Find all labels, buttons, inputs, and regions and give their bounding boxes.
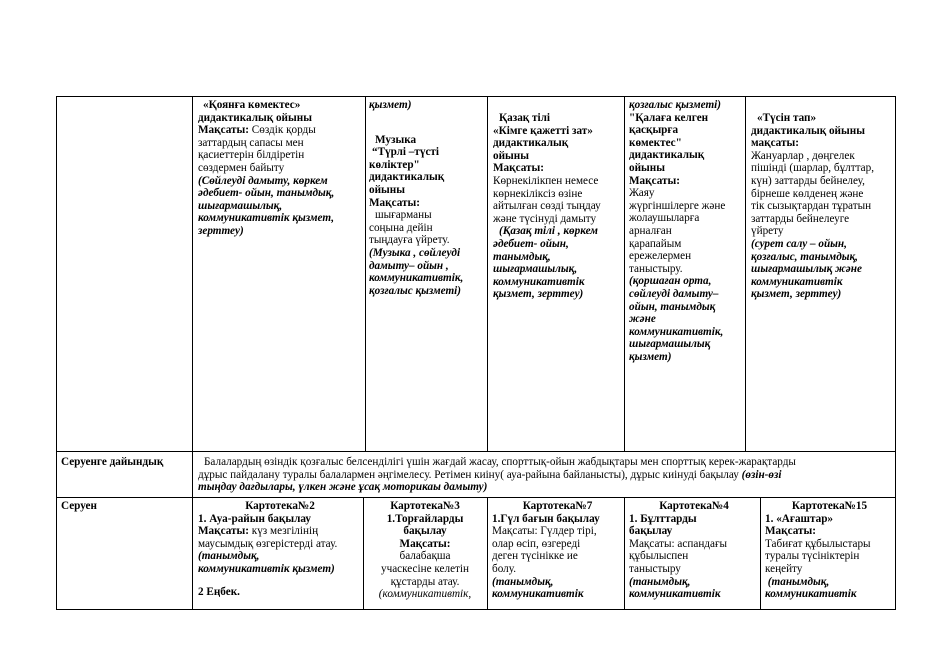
column-divider <box>487 96 488 452</box>
column-divider <box>745 96 746 452</box>
walk-cell-5 <box>765 500 894 601</box>
goal-text: туралы түсініктерін <box>765 550 860 563</box>
goal-text: құстарды атау. <box>390 575 460 588</box>
row-label-walk: Серуен <box>61 500 97 512</box>
goal-text: Жаяу <box>629 187 655 200</box>
column-divider <box>760 497 761 610</box>
subject-label: Музыка <box>375 133 417 146</box>
game-cell-3 <box>493 112 623 301</box>
table-border-left <box>56 96 57 610</box>
goal-text: болу. <box>492 562 516 575</box>
areas-text: (коммуникативтік, <box>378 588 472 601</box>
walk-title: бақылау <box>629 525 673 538</box>
walk-title: 1. «Ағаштар» <box>765 512 834 525</box>
goal-text: бірнеше көлденең және <box>751 187 864 200</box>
areas-text: шығармашылық, <box>493 263 578 276</box>
goal-text: қарапайым <box>629 237 682 250</box>
areas-text: (танымдық, <box>629 575 691 588</box>
areas-text: коммуникативтік қызмет) <box>198 562 335 575</box>
walk-title: бақылау <box>403 525 447 538</box>
areas-text: коммуникативтік <box>629 588 721 601</box>
goal-text: тыңдауға үйрету. <box>369 234 450 247</box>
game-title: «Қоянға көмектес» <box>203 99 301 111</box>
goal-label: Мақсаты: <box>198 124 249 137</box>
goal-label: Мақсаты: <box>629 174 680 187</box>
goal-text: арналған <box>629 224 672 237</box>
card-number: Картотека№2 <box>245 500 315 512</box>
table-border-top <box>56 96 896 97</box>
areas-text: қызмет) <box>629 350 672 363</box>
areas-text: дамыту– ойын , <box>369 259 449 272</box>
goal-text: заттардың сапасы мен <box>198 136 304 149</box>
walk-title: 1.Гүл бағын бақылау <box>492 512 600 525</box>
goal-text: пішінді (шарлар, бұлттар, <box>751 162 875 175</box>
areas-text: қызмет, зерттеу) <box>493 288 584 301</box>
areas-text: коммуникативтік <box>751 275 843 288</box>
goal-text: Көрнекілікпен немесе <box>493 174 599 187</box>
areas-text: коммуникативтік <box>493 275 585 288</box>
goal-text: таныстыру. <box>629 262 683 275</box>
areas-text: (Музыка , сөйлеуді <box>369 246 461 259</box>
row-label-walk-prep: Серуенге дайындық <box>61 456 164 468</box>
goal-text: Табиғат құбылыстары <box>765 537 871 550</box>
goal-text: Жануарлар , дөңгелек <box>751 149 855 162</box>
walk-title: 1. Ауа-райын бақылау <box>198 512 311 525</box>
goal-text: айтылған сөзді тыңдау <box>493 200 601 213</box>
areas-text: танымдық, <box>493 250 551 263</box>
table-border-bottom <box>56 609 896 610</box>
goal-text: тік сызықтардан тұратын <box>751 200 872 213</box>
game-type: дидактикалық ойыны <box>751 124 865 137</box>
goal-label: Мақсаты: <box>198 525 249 538</box>
continued-text: қызмет) <box>369 99 412 111</box>
card-number: Картотека№3 <box>390 500 460 512</box>
goal-text: шығарманы <box>375 209 432 222</box>
column-divider <box>624 497 625 610</box>
continued-text: қозғалыс қызметі) <box>629 99 722 111</box>
game-cell-2 <box>369 99 485 297</box>
areas-text: сөйлеуді дамыту– <box>629 287 719 300</box>
areas-text: әдебиет- ойын, <box>493 237 569 250</box>
goal-text: жүргіншілерге және <box>629 199 726 212</box>
goal-text: және түсінуді дамыту <box>493 212 597 225</box>
goal-text: көрнекіліксіз өзіне <box>493 187 583 200</box>
game-title: көліктер" <box>369 158 420 171</box>
walk-prep-areas: (өзін-өзі <box>741 468 782 481</box>
walk-cell-1 <box>198 500 362 598</box>
game-title: "Қалаға келген <box>629 111 709 124</box>
walk-cell-2 <box>365 500 485 601</box>
walk-prep-areas: тыңдау дағдылары, үлкен және ұсақ моторикаы дамыту) <box>198 481 488 494</box>
goal-text: жолаушыларға <box>629 212 700 225</box>
subject-label: Қазақ тілі <box>499 112 551 124</box>
areas-text: қозғалыс, танымдық, <box>751 250 858 263</box>
table-border-right <box>895 96 896 610</box>
column-divider <box>624 96 625 452</box>
goal-label: мақсаты: <box>751 137 799 150</box>
areas-text: коммуникативтік, <box>369 272 464 285</box>
game-type: дидактикалық <box>493 137 569 150</box>
column-divider <box>365 96 366 452</box>
areas-text: (танымдық, <box>765 575 830 588</box>
areas-text: (Қазақ тілі , көркем <box>499 225 598 238</box>
game-title: «Түсін тап» <box>757 112 817 124</box>
goal-text: учаскесіне келетін <box>380 562 470 575</box>
areas-text: коммуникативтік <box>765 588 857 601</box>
goal-label: Мақсаты: <box>369 196 420 209</box>
game-title: қасқырға <box>629 124 679 137</box>
walk-prep-line: Балалардың өзіндік қозғалыс белсенділігі үшін жағдай жасау, спорттық-ойын жабдықтары мен спорттық керек-жарақтарды <box>204 456 796 468</box>
goal-text: үйрету <box>751 225 784 238</box>
areas-text: (танымдық, <box>492 575 554 588</box>
walk-prep-line: дұрыс пайдалану туралы балалармен әңгімелесу. Ретімен киіну( ауа-райына байланысты), дұрыс киінуді бақылау <box>198 468 739 481</box>
card-number: Картотека№7 <box>522 500 593 512</box>
goal-label: Мақсаты: <box>493 162 544 175</box>
card-number: Картотека№15 <box>791 500 868 512</box>
game-type: дидактикалық <box>369 171 445 184</box>
areas-text: зерттеу) <box>198 224 244 237</box>
areas-text: шығармашылық және <box>751 263 862 276</box>
goal-text: күз мезгілінің <box>248 525 319 538</box>
areas-text: коммуникативтік, <box>629 325 724 338</box>
areas-text: әдебиет- ойын, танымдық, <box>198 187 335 200</box>
goal-text: маусымдық өзгерістерді атау. <box>198 537 338 550</box>
goal-text: олар өсіп, өзгереді <box>492 537 581 550</box>
areas-text: шығармашылық <box>629 338 711 351</box>
goal-text: таныстыру <box>629 562 681 575</box>
goal-text: заттарды бейнелеуге <box>751 212 850 225</box>
goal-text: ережелермен <box>629 250 692 263</box>
column-divider <box>363 497 364 610</box>
goal-text: деген түсінікке ие <box>492 550 578 563</box>
areas-text: коммуникативтік <box>492 588 584 601</box>
row-divider <box>56 451 896 452</box>
goal-text: қасиеттерін білдіретін <box>198 149 305 162</box>
game-title: көмектес" <box>629 136 682 149</box>
game-cell-5 <box>751 112 894 301</box>
goal-label: Мақсаты: <box>399 537 451 550</box>
goal-label: Мақсаты: <box>765 525 816 538</box>
goal-text: Мақсаты: аспандағы <box>629 537 728 550</box>
row-divider <box>56 497 896 498</box>
goal-text: кеңейту <box>765 562 803 575</box>
areas-text: ойын, танымдық <box>629 300 716 313</box>
areas-text: және <box>629 313 656 326</box>
areas-text: қызмет, зерттеу) <box>751 288 842 301</box>
work-label: 2 Еңбек. <box>198 585 240 598</box>
areas-text: (қоршаған орта, <box>629 275 712 288</box>
game-type: дидактикалық <box>629 149 705 162</box>
goal-text: Сөздік қорды <box>251 124 316 137</box>
goal-text: күн) заттарды бейнелеу, <box>751 174 865 187</box>
areas-text: шығармашылық, <box>198 199 283 212</box>
areas-text: (танымдық, <box>198 550 260 563</box>
areas-text: коммуникативтік қызмет, <box>198 212 335 225</box>
areas-text: (Сөйлеуді дамыту, көркем <box>198 174 328 187</box>
goal-text: балабақша <box>399 550 451 563</box>
game-title: “Түрлі –түсті <box>372 146 440 159</box>
card-number: Картотека№4 <box>659 500 729 512</box>
column-divider <box>192 96 193 610</box>
game-title: «Кімге қажетті зат» <box>493 124 593 137</box>
schedule-table <box>56 96 896 610</box>
game-type: ойыны <box>493 149 529 162</box>
walk-cell-4 <box>629 500 759 601</box>
game-cell-1 <box>198 99 362 238</box>
goal-text: соңына дейін <box>369 221 433 234</box>
game-type: ойыны <box>369 183 405 196</box>
walk-title: 1. Бұлттарды <box>629 512 697 525</box>
goal-text: құбылыспен <box>629 550 689 563</box>
goal-text: Мақсаты: Гүлдер тірі, <box>492 525 597 538</box>
goal-text: сөздермен байыту <box>198 161 285 174</box>
walk-title: 1.Торғайларды <box>386 512 464 525</box>
game-type: ойыны <box>629 161 665 174</box>
walk-prep-text <box>198 456 894 494</box>
game-cell-4 <box>629 99 744 363</box>
areas-text: қозғалыс қызметі) <box>369 284 462 297</box>
game-type: дидактикалық ойыны <box>198 111 312 124</box>
column-divider <box>487 497 488 610</box>
walk-cell-3 <box>492 500 623 601</box>
areas-text: (сурет салу – ойын, <box>751 237 847 250</box>
